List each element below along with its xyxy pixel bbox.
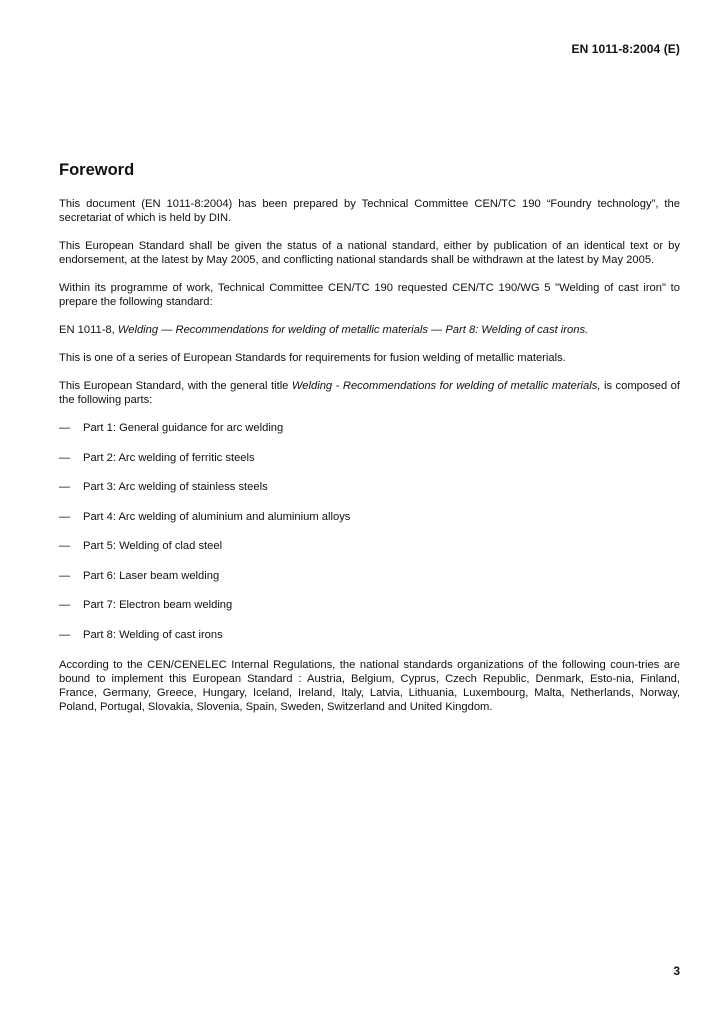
paragraph-programme-of-work: Within its programme of work, Technical Committee CEN/TC 190 requested CEN/TC 190/WG 5 "Welding of cast iron" to prepare the following standard: [59,282,680,308]
list-dash: — [59,422,71,434]
list-item [59,451,680,466]
list-dash: — [59,599,71,611]
list-dash: — [59,481,71,493]
list-item [59,480,680,495]
list-item-text: Part 6: Laser beam welding [83,569,220,582]
paragraph-prepared-by: This document (EN 1011-8:2004) has been prepared by Technical Committee CEN/TC 190 “Foundry technology”, the secretariat of which is held by DIN. [59,198,680,224]
list-item [59,539,680,554]
page-number: 3 [673,964,680,978]
paragraph-general-title [59,379,680,407]
document-identifier: EN 1011-8:2004 (E) [571,42,680,56]
list-item [59,421,680,436]
list-item-text: Part 1: General guidance for arc welding [83,422,284,434]
list-item-text: Part 3: Arc welding of stainless steels [83,481,268,493]
list-dash: — [59,628,71,641]
list-dash: — [59,451,71,464]
list-item [59,628,680,643]
standard-title-italic: Welding — Recommendations for welding of metallic materials — Part 8: Welding of cast irons. [117,324,589,336]
list-item-text: Part 8: Welding of cast irons [83,628,223,641]
list-dash: — [59,510,71,523]
paragraph-implementing-countries: According to the CEN/CENELEC Internal Regulations, the national standards organizations of the following coun-tries are bound to implement this European Standard : Austria, Belgium, Cyprus, Czech Republic, Denmark, Esto-nia, Finland, France, Germany, Greece, Hungary, Iceland, Ireland, Italy, Latvia, Lithuania, Luxembourg, Malta, Netherlands, Norway, Poland, Portugal, Slovakia, Slovenia, Spain, Sweden, Switzerland and United Kingdom. [59,658,680,713]
paragraph-national-status: This European Standard shall be given the status of a national standard, either by publication of an identical text or by endorsement, at the latest by May 2005, and conflicting national standards shall be withdrawn at the latest by May 2005. [59,240,680,266]
foreword-section [59,160,680,728]
list-item [59,598,680,613]
list-item-text: Part 4: Arc welding of aluminium and aluminium alloys [83,510,351,523]
general-title-suffix: is composed of the following parts: [59,380,681,406]
list-dash: — [59,540,71,552]
general-title-prefix: This European Standard, with the general title [59,380,292,392]
standard-number: EN 1011-8, [59,324,118,336]
list-item-text: Part 5: Welding of clad steel [83,540,223,552]
parts-list [59,421,680,643]
list-item [59,510,680,525]
list-item [59,569,680,584]
foreword-title: Foreword [59,161,135,179]
paragraph-standard-title [59,323,680,337]
list-dash: — [59,569,71,582]
paragraph-series: This is one of a series of European Standards for requirements for fusion welding of metallic materials. [59,352,566,364]
general-title-italic: Welding - Recommendations for welding of metallic materials, [291,380,601,392]
list-item-text: Part 7: Electron beam welding [83,599,233,611]
list-item-text: Part 2: Arc welding of ferritic steels [83,451,255,464]
